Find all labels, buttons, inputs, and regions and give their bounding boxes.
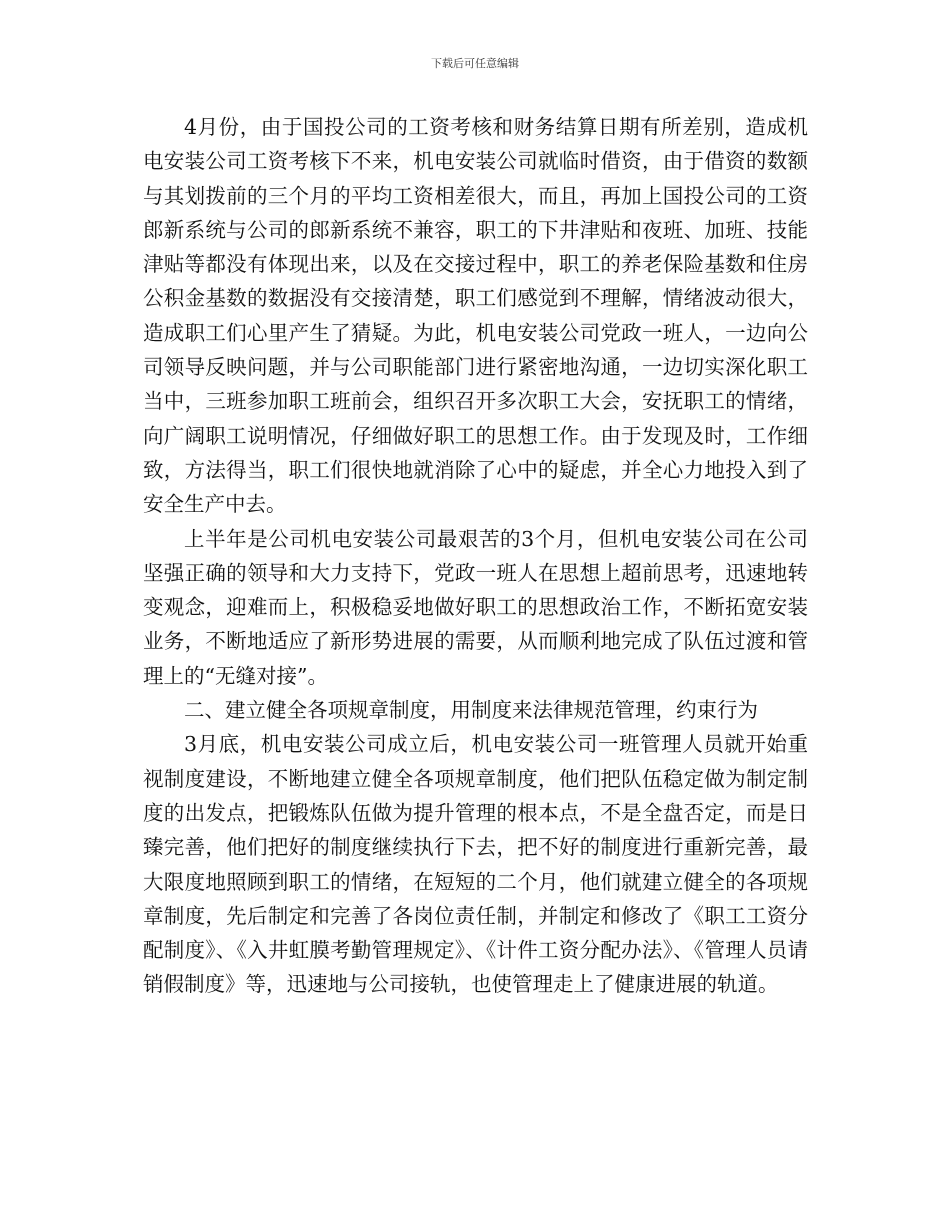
page-header: 下载后可任意编辑 — [431, 57, 519, 70]
paragraph-3: 3月底，机电安装公司成立后，机电安装公司一班管理人员就开始重视制度建设，不断地建立健全各项规章制度，他们把队伍稳定做为制定制度的出发点，把锻炼队伍做为提升管理的根本点，不是全盘否定，而是日臻完善，他们把好的制度继续执行下去，把不好的制度进行重新完善，最大限度地照顾到职工的情绪，在短短的二个月，他们就建立健全的各项规章制度，先后制定和完善了各岗位责任制，并制定和修改了《职工工资分配制度》、《入井虹膜考勤管理规定》、《计件工资分配办法》、《管理人员请销假制度》等，迅速地与公司接轨，也使管理走上了健康进展的轨道。 — [143, 732, 808, 997]
paragraph-1: 4月份，由于国投公司的工资考核和财务结算日期有所差别，造成机电安装公司工资考核下不来，机电安装公司就临时借资，由于借资的数额与其划拨前的三个月的平均工资相差很大，而且，再加上国投公司的工资郎新系统与公司的郎新系统不兼容，职工的下井津贴和夜班、加班、技能津贴等都没有体现出来，以及在交接过程中，职工的养老保险基数和住房公积金基数的数据没有交接清楚，职工们感觉到不理解，情绪波动很大，造成职工们心里产生了猜疑。为此，机电安装公司党政一班人，一边向公司领导反映问题，并与公司职能部门进行紧密地沟通，一边切实深化职工当中，三班参加职工班前会，组织召开多次职工大会，安抚职工的情绪，向广阔职工说明情况，仔细做好职工的思想工作。由于发现及时，工作细致，方法得当，职工们很快地就消除了心中的疑虑，并全心力地投入到了安全生产中去。 — [143, 115, 808, 517]
document-body — [143, 110, 808, 1002]
paragraph-2: 上半年是公司机电安装公司最艰苦的3个月，但机电安装公司在公司坚强正确的领导和大力支持下，党政一班人在思想上超前思考，迅速地转变观念，迎难而上，积极稳妥地做好职工的思想政治工作，不断拓宽安装业务，不断地适应了新形势进展的需要，从而顺利地完成了队伍过渡和管理上的“无缝对接”。 — [143, 526, 808, 688]
section-heading: 二、建立健全各项规章制度，用制度来法律规范管理，约束行为 — [184, 698, 758, 723]
